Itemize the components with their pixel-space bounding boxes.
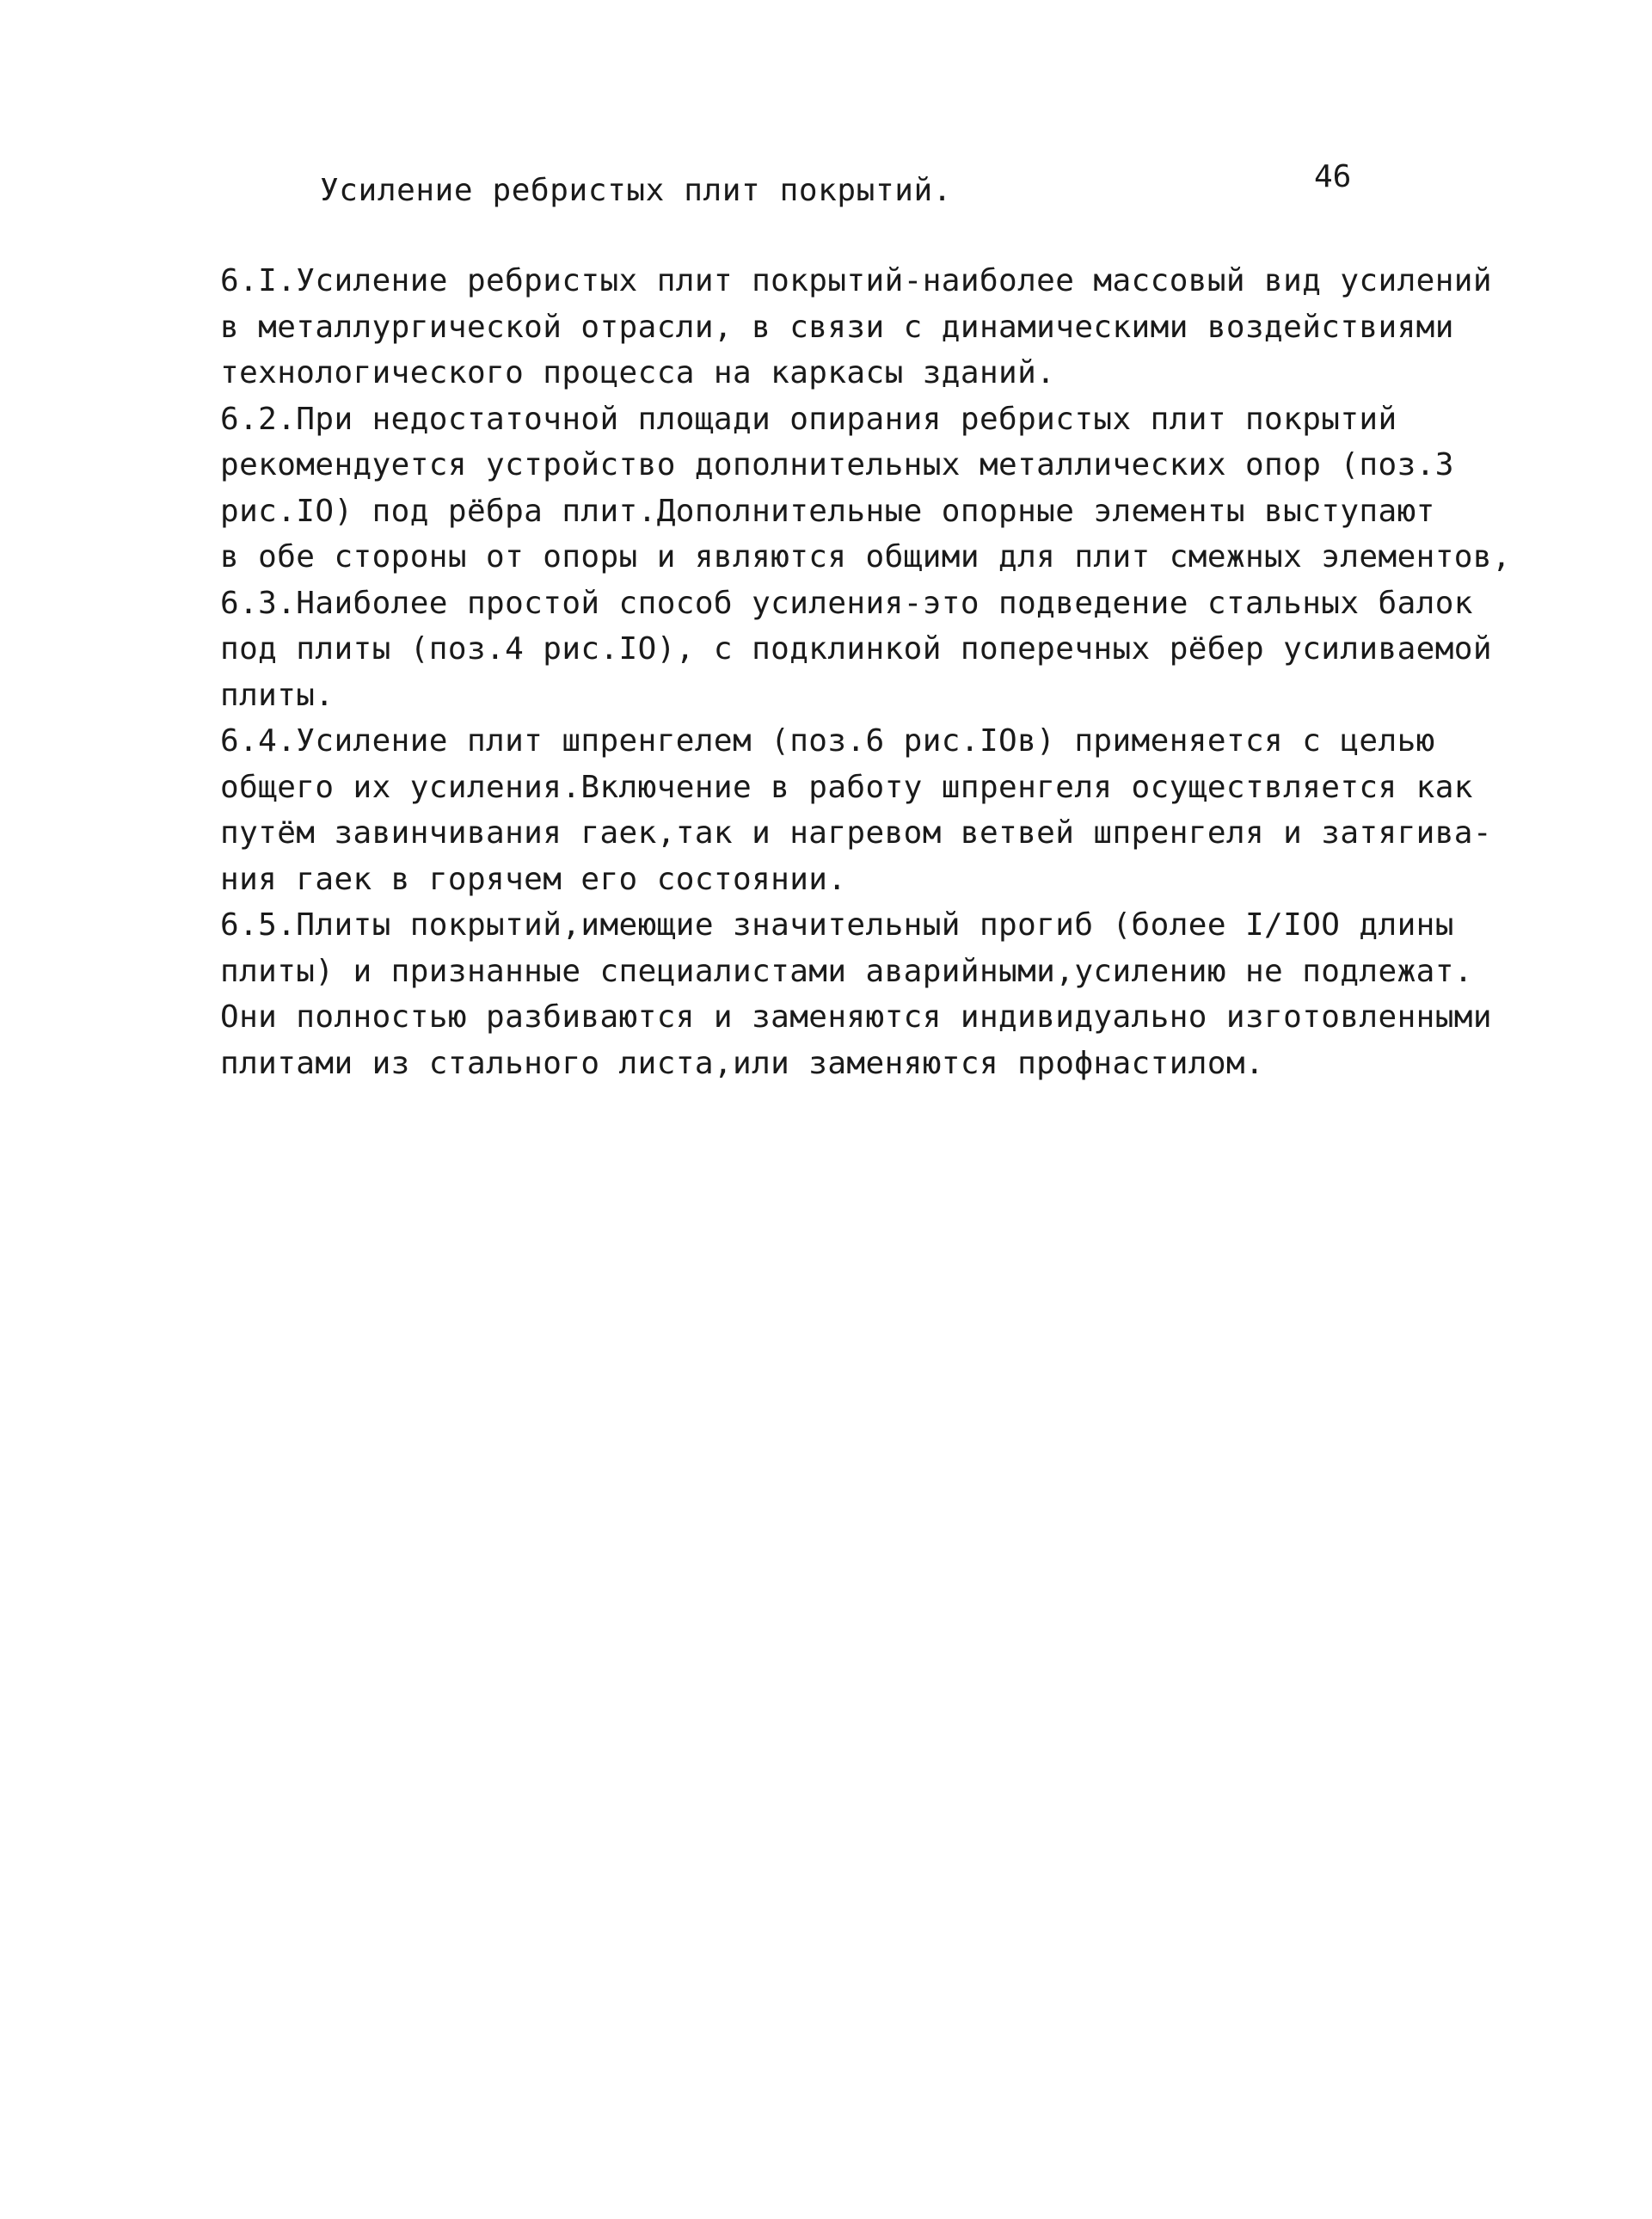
text-line: плиты) и признанные специалистами аварийными,усилению не подлежат. bbox=[220, 953, 1473, 989]
text-line: 6.2.При недостаточной площади опирания ребристых плит покрытий bbox=[220, 401, 1397, 437]
text-line: Они полностью разбиваются и заменяются индивидуально изготовленными bbox=[220, 999, 1492, 1035]
text-line: 6.I.Усиление ребристых плит покрытий-наиболее массовый вид усилений bbox=[220, 263, 1492, 298]
page-number: 46 bbox=[1314, 159, 1352, 194]
section-heading: Усиление ребристых плит покрытий. bbox=[320, 173, 953, 208]
text-line: общего их усиления.Включение в работу шпренгеля осуществляется как bbox=[220, 769, 1473, 805]
text-line: 6.4.Усиление плит шпренгелем (поз.6 рис.IOв) применяется с целью bbox=[220, 723, 1435, 759]
text-line: в металлургической отрасли, в связи с динамическими воздействиями bbox=[220, 309, 1454, 345]
text-line: рис.IO) под рёбра плит.Дополнительные опорные элементы выступают bbox=[220, 493, 1435, 529]
text-line: плитами из стального листа,или заменяются профнастилом. bbox=[220, 1045, 1265, 1081]
text-line: в обе стороны от опоры и являются общими для плит смежных элементов, bbox=[220, 539, 1512, 575]
text-line: плиты. bbox=[220, 677, 335, 713]
text-line: ния гаек в горячем его состоянии. bbox=[220, 861, 847, 897]
text-line: рекомендуется устройство дополнительных металлических опор (поз.3 bbox=[220, 447, 1454, 483]
text-line: 6.3.Наиболее простой способ усиления-это подведение стальных балок bbox=[220, 585, 1473, 621]
text-line: путём завинчивания гаек,так и нагревом ветвей шпренгеля и затягива- bbox=[220, 815, 1492, 851]
text-line: 6.5.Плиты покрытий,имеющие значительный прогиб (более I/IOO длины bbox=[220, 907, 1454, 943]
text-line: технологического процесса на каркасы зданий. bbox=[220, 355, 1056, 390]
text-line: под плиты (поз.4 рис.IO), с подклинкой поперечных рёбер усиливаемой bbox=[220, 631, 1492, 667]
body-text bbox=[220, 258, 1512, 1086]
